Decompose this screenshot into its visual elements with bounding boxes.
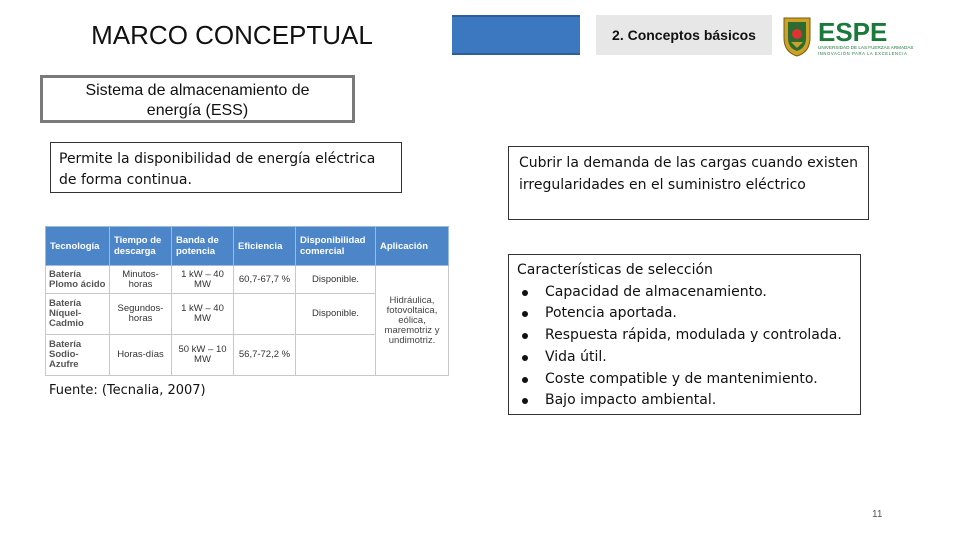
logo-tagline: INNOVACIÓN PARA LA EXCELENCIA (818, 51, 908, 56)
list-item: Capacidad de almacenamiento. (517, 282, 852, 304)
table-row (46, 266, 449, 294)
espe-logo-graphic (780, 12, 930, 58)
table-header-row (46, 227, 449, 266)
table-cell (296, 335, 376, 376)
selection-list (517, 282, 852, 412)
objective-text: Cubrir la demanda de las cargas cuando existen irregularidades en el suministro eléctrico (519, 155, 858, 193)
list-item: Bajo impacto ambiental. (517, 390, 852, 412)
table-header: Tecnología (46, 227, 110, 266)
table-header: Eficiencia (234, 227, 296, 266)
table-cell: 1 kW – 40 MW (172, 294, 234, 335)
objective-box (508, 146, 869, 220)
table-cell: Segundos-horas (110, 294, 172, 335)
table-cell-application: Hidráulica, fotovoltaica, eólica, maremotriz y undimotriz. (376, 266, 449, 376)
table-header: Aplicación (376, 227, 449, 266)
table-cell: 56,7-72,2 % (234, 335, 296, 376)
table-cell: Batería Plomo ácido (46, 266, 110, 294)
table-cell: 1 kW – 40 MW (172, 266, 234, 294)
selection-box (508, 254, 861, 415)
table-cell: Horas-días (110, 335, 172, 376)
selection-heading: Características de selección (517, 262, 713, 278)
list-item: Potencia aportada. (517, 303, 852, 325)
logo-subtitle: UNIVERSIDAD DE LAS FUERZAS ARMADAS (818, 45, 914, 50)
list-item: Vida útil. (517, 347, 852, 369)
ess-title-line2: energía (ESS) (146, 102, 249, 119)
page-title: MARCO CONCEPTUAL (12, 15, 452, 55)
technology-table (45, 226, 449, 376)
table-cell: 60,7-67,7 % (234, 266, 296, 294)
table-source: Fuente: (Tecnalia, 2007) (49, 383, 206, 398)
table-cell: Disponible. (296, 266, 376, 294)
table-cell: Batería Sodio-Azufre (46, 335, 110, 376)
logo-wordmark: ESPE (818, 17, 888, 47)
table-cell: Disponible. (296, 294, 376, 335)
shield-icon (784, 18, 810, 56)
ess-description-box (50, 142, 402, 193)
ess-title-box (40, 75, 355, 123)
list-item: Respuesta rápida, modulada y controlada. (517, 325, 852, 347)
espe-logo (780, 12, 930, 58)
slide-number: 11 (872, 509, 883, 520)
ess-description: Permite la disponibilidad de energía eléctrica de forma continua. (59, 151, 376, 188)
table-cell: Batería Níquel-Cadmio (46, 294, 110, 335)
table-cell: 50 kW – 10 MW (172, 335, 234, 376)
table-cell: Minutos-horas (110, 266, 172, 294)
list-item: Coste compatible y de mantenimiento. (517, 369, 852, 391)
table-header: Disponibilidad comercial (296, 227, 376, 266)
table-header: Tiempo de descarga (110, 227, 172, 266)
table-header: Banda de potencia (172, 227, 234, 266)
ess-title-line1: Sistema de almacenamiento de (85, 82, 310, 99)
section-label: 2. Conceptos básicos (596, 15, 772, 55)
table-cell (234, 294, 296, 335)
